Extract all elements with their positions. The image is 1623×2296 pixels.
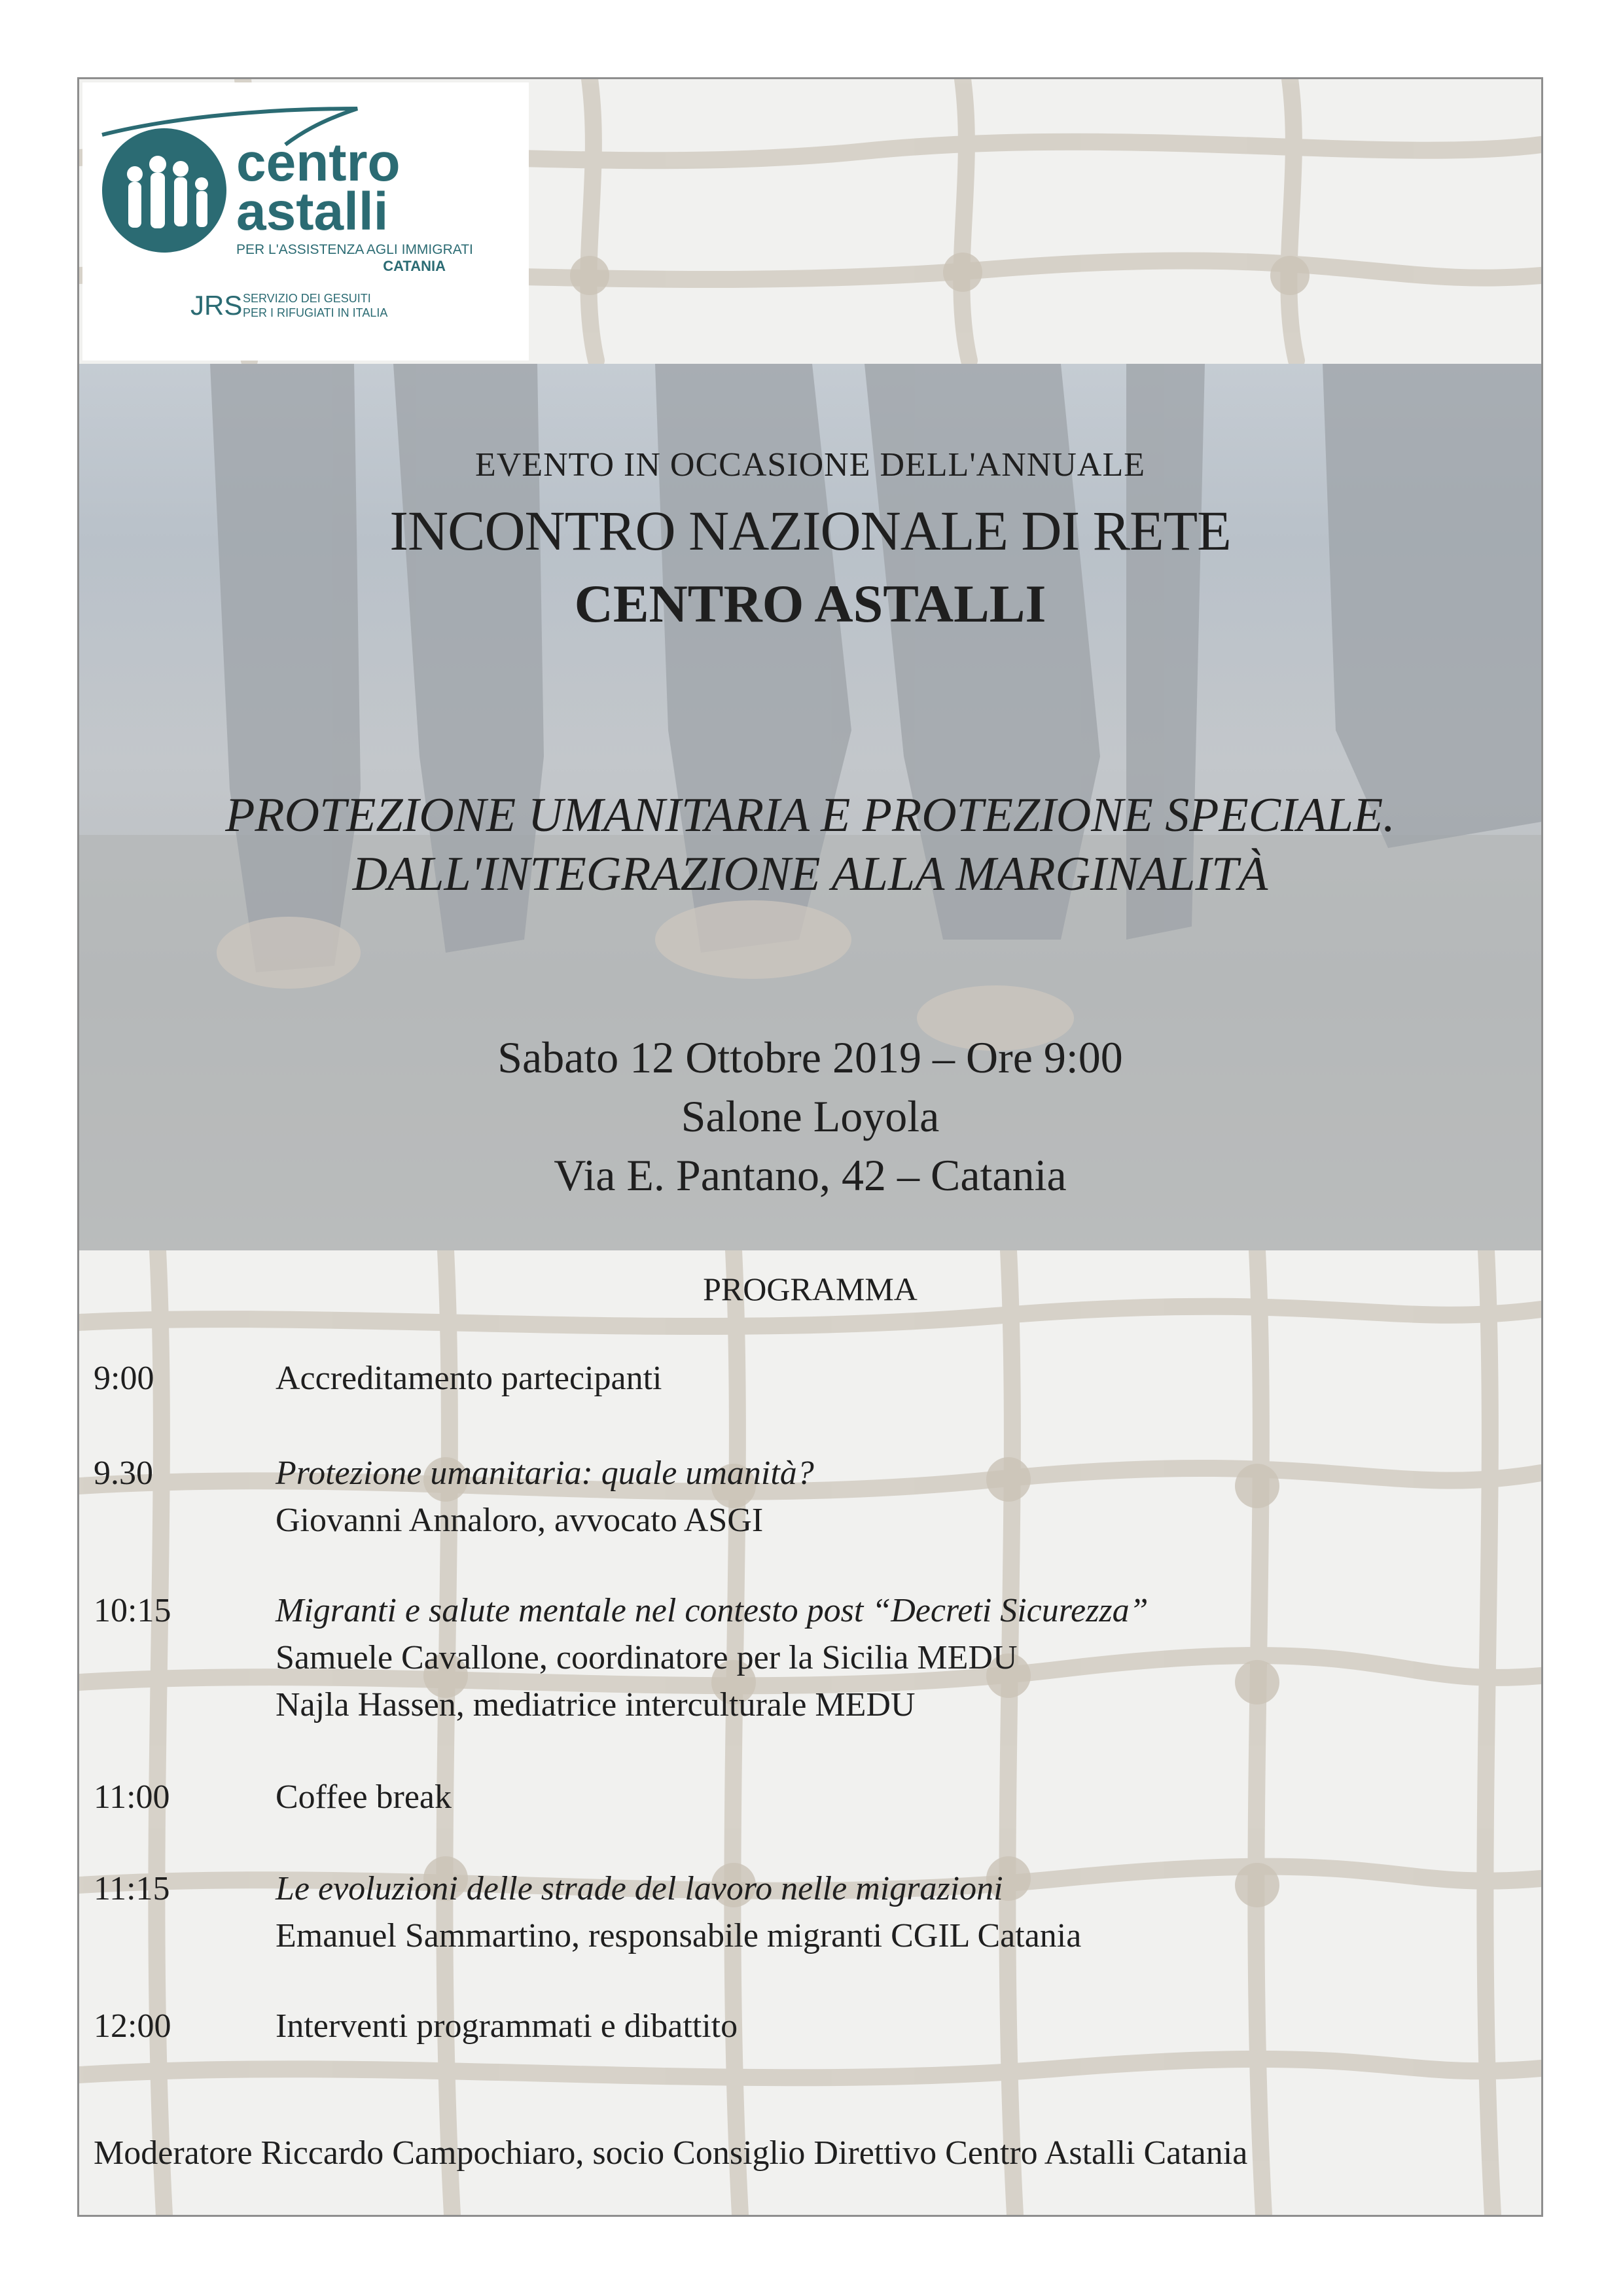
- subtitle-line1: PROTEZIONE UMANITARIA E PROTEZIONE SPECIALE.: [225, 788, 1395, 842]
- logo-city: CATANIA: [383, 258, 446, 274]
- program-time: 12:00: [94, 2007, 171, 2045]
- program-time: 11:15: [94, 1870, 170, 1907]
- program-title: Coffee break: [276, 1778, 452, 1816]
- subtitle-line2: DALL'INTEGRAZIONE ALLA MARGINALITÀ: [352, 847, 1268, 901]
- event-address: Via E. Pantano, 42 – Catania: [554, 1150, 1067, 1200]
- program-title: Protezione umanitaria: quale umanità?: [276, 1455, 814, 1492]
- event-datetime: Sabato 12 Ottobre 2019 – Ore 9:00: [497, 1033, 1123, 1082]
- program-speaker: Samuele Cavallone, coordinatore per la Sicilia MEDU: [276, 1639, 1018, 1676]
- program-time: 9:00: [94, 1360, 154, 1397]
- logo-jrs-line1: SERVIZIO DEI GESUITI: [243, 292, 371, 305]
- header-organization: CENTRO ASTALLI: [574, 574, 1046, 633]
- logo-jrs-line2: PER I RIFUGIATI IN ITALIA: [243, 306, 388, 319]
- event-subtitle: [79, 786, 1541, 904]
- header-occasion: EVENTO IN OCCASIONE DELL'ANNUALE: [475, 446, 1145, 484]
- logo-brand-line2: astalli: [236, 182, 389, 241]
- programma-title: PROGRAMMA: [703, 1271, 918, 1307]
- event-info: [79, 1028, 1541, 1205]
- program-title: Interventi programmati e dibattito: [276, 2007, 738, 2045]
- program-title: Le evoluzioni delle strade del lavoro nelle migrazioni: [276, 1870, 1003, 1907]
- poster-frame: [77, 77, 1543, 2217]
- moderator-note: Moderatore Riccardo Campochiaro, socio Consiglio Direttivo Centro Astalli Catania: [94, 2134, 1248, 2172]
- program-time: 9.30: [94, 1455, 153, 1492]
- program-title: Migranti e salute mentale nel contesto post “Decreti Sicurezza”: [276, 1592, 1149, 1629]
- logo-tagline: PER L'ASSISTENZA AGLI IMMIGRATI: [236, 242, 473, 257]
- program-speaker: Giovanni Annaloro, avvocato ASGI: [276, 1502, 764, 1539]
- program-time: 10:15: [94, 1592, 171, 1629]
- program-time: 11:00: [94, 1778, 170, 1816]
- logo-jrs: JRS: [190, 290, 243, 321]
- logo-brand-line1: centro: [236, 133, 401, 192]
- centro-astalli-logo: [82, 82, 529, 361]
- program-title: Accreditamento partecipanti: [276, 1360, 662, 1397]
- header-event-name: INCONTRO NAZIONALE DI RETE: [389, 499, 1231, 562]
- event-venue: Salone Loyola: [681, 1091, 940, 1141]
- program-speaker: Emanuel Sammartino, responsabile migranti CGIL Catania: [276, 1917, 1082, 1954]
- program-speaker: Najla Hassen, mediatrice interculturale MEDU: [276, 1686, 916, 1723]
